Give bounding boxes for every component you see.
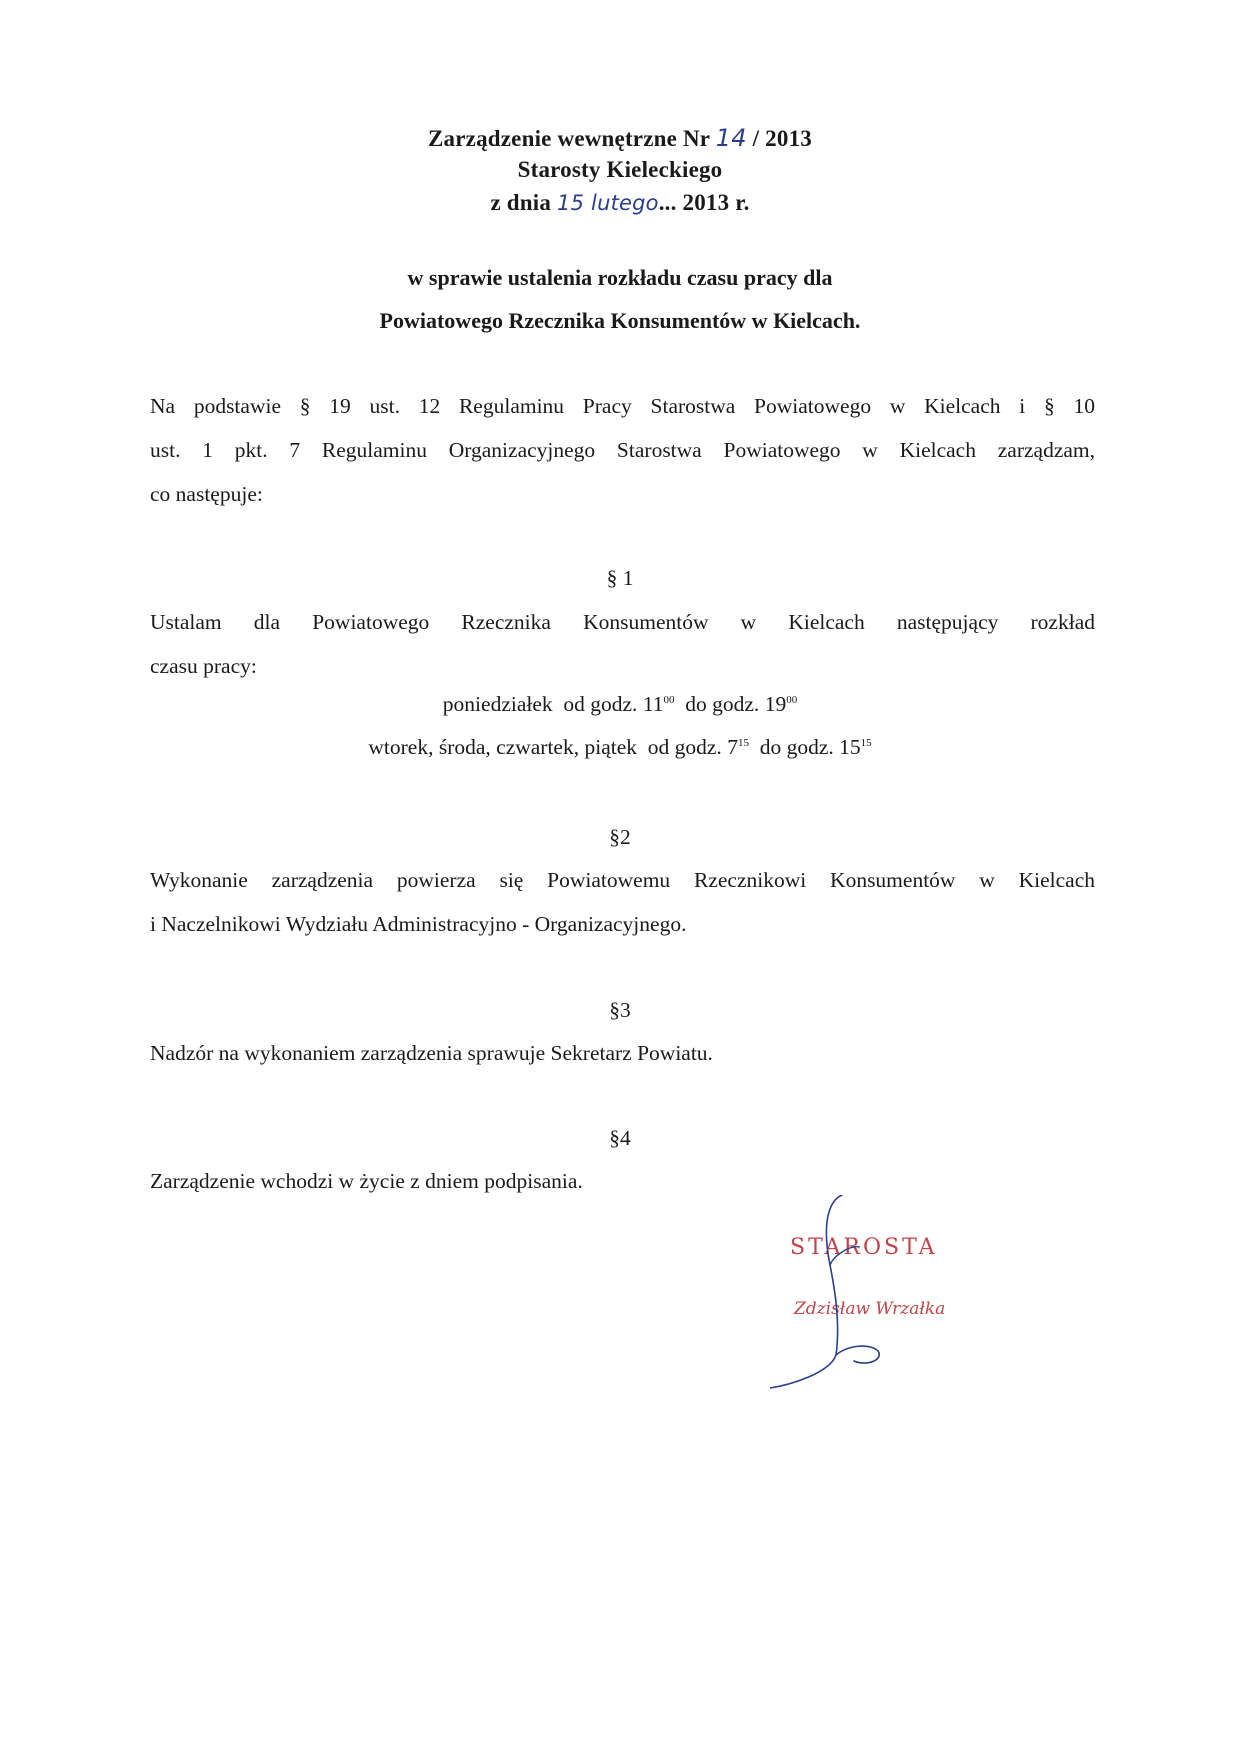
schedule-to-hour: 15 (839, 735, 861, 759)
schedule-row-tue-fri (0, 735, 1240, 760)
schedule-days: poniedziałek (442, 692, 553, 716)
section-2-line-1: Wykonanie zarządzenia powierza się Powiatowemu Rzecznikowi Konsumentów w Kielcach (150, 868, 1095, 892)
stamp-name: Zdzisław Wrzałka (794, 1299, 946, 1319)
section-1-line-1: Ustalam dla Powiatowego Rzecznika Konsumentów w Kielcach następujący rozkład (150, 610, 1095, 634)
schedule-to-hour: 19 (764, 692, 787, 716)
schedule-from-minute: 00 (663, 694, 675, 706)
issuer-line: Starosty Kieleckiego (517, 157, 723, 182)
schedule-row-monday (0, 692, 1240, 717)
schedule-from-minute: 15 (737, 737, 749, 749)
date-prefix: z dnia (490, 190, 552, 215)
title-prefix: Zarządzenie wewnętrzne Nr (428, 126, 710, 151)
schedule-to-minute: 15 (860, 737, 872, 749)
schedule-to-label: do godz. (685, 692, 760, 716)
handwritten-number: 14 (715, 124, 747, 152)
subject-line-2: Powiatowego Rzecznika Konsumentów w Kielcach. (379, 308, 861, 333)
stamp-title: STAROSTA (790, 1235, 938, 1260)
section-1-heading: § 1 (606, 566, 634, 590)
preamble-line-3: co następuje: (150, 482, 263, 506)
schedule-to-label: do godz. (759, 735, 834, 759)
date-line (0, 190, 1240, 216)
section-4-line-1: Zarządzenie wchodzi w życie z dniem podpisania. (150, 1169, 583, 1193)
section-2-line-2: i Naczelnikowi Wydziału Administracyjno - Organizacyjnego. (150, 912, 687, 936)
section-3-heading: §3 (609, 998, 631, 1022)
schedule-from-hour: 11 (642, 692, 664, 716)
section-1-line-2: czasu pracy: (150, 654, 257, 678)
schedule-days: wtorek, środa, czwartek, piątek (368, 735, 638, 759)
date-suffix: ... 2013 r. (658, 190, 750, 215)
section-2-heading: §2 (609, 825, 631, 849)
handwritten-date: 15 lutego (557, 191, 659, 215)
section-3-line-1: Nadzór na wykonaniem zarządzenia sprawuje Sekretarz Powiatu. (150, 1041, 713, 1065)
schedule-from-label: od godz. (563, 692, 638, 716)
preamble-line-2: ust. 1 pkt. 7 Regulaminu Organizacyjnego Starostwa Powiatowego w Kielcach zarządzam, (150, 438, 1095, 462)
title-suffix: / 2013 (752, 126, 812, 151)
section-4-heading: §4 (609, 1126, 631, 1150)
schedule-from-label: od godz. (647, 735, 722, 759)
subject-line-1: w sprawie ustalenia rozkładu czasu pracy dla (407, 265, 833, 290)
document-title-line (0, 124, 1240, 152)
schedule-to-minute: 00 (786, 694, 798, 706)
preamble-line-1: Na podstawie § 19 ust. 12 Regulaminu Pracy Starostwa Powiatowego w Kielcach i § 10 (150, 394, 1095, 418)
handwritten-signature (770, 1195, 910, 1390)
schedule-from-hour: 7 (727, 735, 738, 759)
